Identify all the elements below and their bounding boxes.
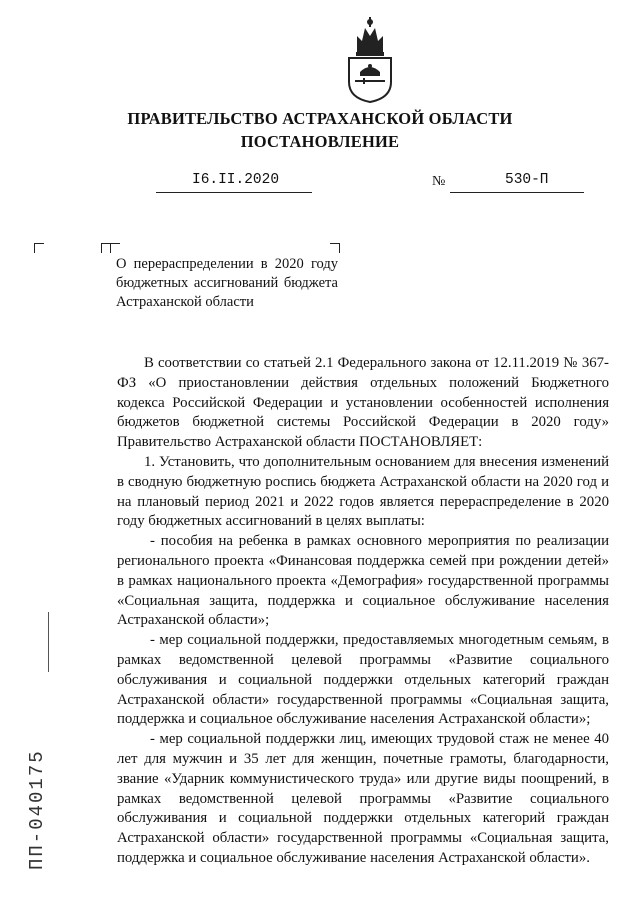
number-label: № bbox=[432, 174, 446, 189]
corner-mark bbox=[330, 243, 340, 253]
item-1-paragraph: 1. Установить, что дополнительным основанием для внесения изменений в сводную бюджетную роспись бюджета Астраханской области на 2020 год и на плановый период 2021 и 2022 годов является перераспределение в 2020 году бюджетных ассигнований в целях выплаты: bbox=[117, 453, 609, 530]
document-type-title: ПОСТАНОВЛЕНИЕ bbox=[240, 132, 400, 151]
document-body bbox=[117, 354, 609, 869]
coat-of-arms-icon bbox=[343, 14, 397, 104]
margin-line bbox=[48, 612, 49, 672]
corner-mark bbox=[34, 243, 44, 253]
document-date: I6.II.2020 bbox=[192, 172, 280, 188]
date-field bbox=[156, 172, 312, 193]
intro-paragraph: В соответствии со статьей 2.1 Федерального закона от 12.11.2019 № 367-ФЗ «О приостановлении действия отдельных положений Бюджетного кодекса Российской Федерации и установлении особенностей исполнения бюджетов бюджетной системы Российской Федерации в 2020 году» Правительство Астраханской области ПОСТАНОВЛЯЕТ: bbox=[117, 355, 609, 451]
bullet-paragraph: - мер социальной поддержки лиц, имеющих трудовой стаж не менее 40 лет для мужчин и 35 лет для женщин, почетные грамоты, благодарности, звание «Ударник коммунистического труда» или другие виды поощрений, в рамках ведомственной целевой программы «Развитие социального обслуживания и социальной поддержки отдельных категорий граждан Астраханской области» государственной программы «Социальная защита, поддержка и социальное обслуживание населения Астраханской области». bbox=[117, 731, 609, 866]
document-number: 530-П bbox=[505, 172, 549, 188]
bullet-paragraph: - пособия на ребенка в рамках основного мероприятия по реализации регионального проекта «Финансовая поддержка семей при рождении детей» в рамках национального проекта «Демография» государственной программы «Социальная защита, поддержка и социальное обслуживание населения Астраханской области»; bbox=[117, 533, 609, 629]
number-field bbox=[450, 172, 584, 193]
bullet-paragraph: - мер социальной поддержки, предоставляемых многодетным семьям, в рамках ведомственной целевой программы «Развитие социального обслуживания и социальной поддержки отдельных категорий граждан Астраханской области» государственной программы «Социальная защита, поддержка и социальное обслуживание населения Астраханской области»; bbox=[117, 632, 609, 728]
document-subject: О перераспределении в 2020 году бюджетных ассигнований бюджета Астраханской области bbox=[116, 256, 338, 310]
margin-serial bbox=[26, 749, 48, 870]
corner-mark bbox=[110, 243, 120, 253]
government-title: ПРАВИТЕЛЬСТВО АСТРАХАНСКОЙ ОБЛАСТИ bbox=[127, 109, 513, 128]
serial-number: ПП-040175 bbox=[26, 749, 48, 870]
